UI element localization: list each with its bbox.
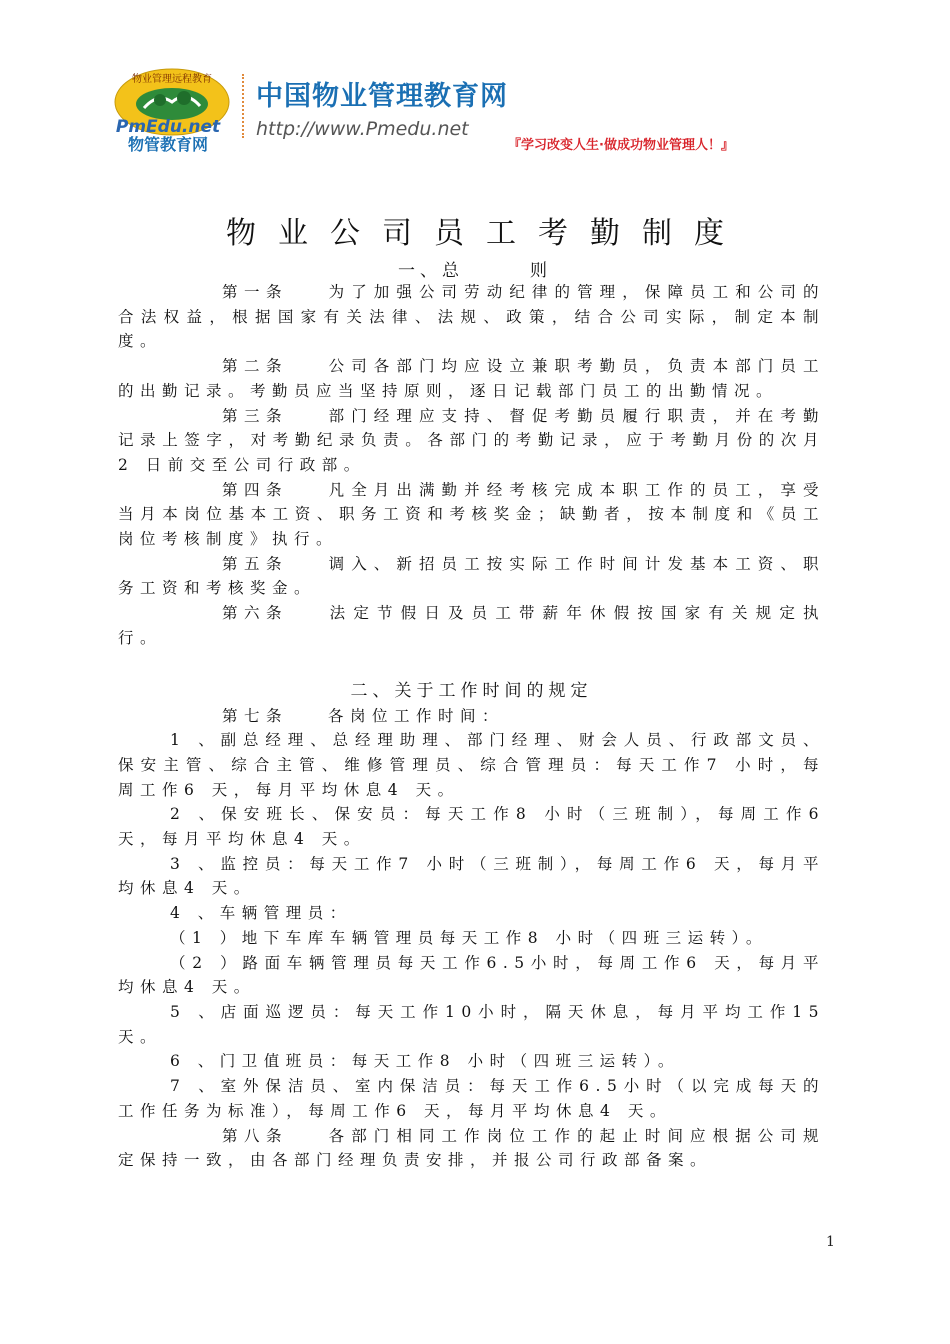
- document-body: [118, 280, 825, 1173]
- article-label: 第五条: [222, 554, 289, 573]
- article-text: 为了加强公司劳动纪律的管理，保障员工和公司的合法权益，根据国家有关法律、法规、政策，结合公司实际，制定本制度。: [118, 283, 825, 351]
- pmedu-logo[interactable]: [110, 66, 236, 152]
- article-8: [118, 1124, 825, 1173]
- list-item: 1 、副总经理、总经理助理、部门经理、财会人员、行政部文员、保安主管、综合主管、维修管理员、综合管理员：每天工作7 小时，每周工作6 天，每月平均休息4 天。: [118, 731, 825, 799]
- list-item: 7 、室外保洁员、室内保洁员：每天工作6.5小时（以完成每天的工作任务为标准），每周工作6 天，每月平均休息4 天。: [118, 1077, 825, 1120]
- page-header: [0, 0, 950, 170]
- article-label: 第三条: [222, 406, 289, 425]
- article-label: 第八条: [222, 1126, 289, 1145]
- article-label: 第二条: [222, 357, 289, 376]
- article-text: 各部门相同工作岗位工作的起止时间应根据公司规定保持一致，由各部门经理负责安排，并报公司行政部备案。: [118, 1126, 825, 1170]
- article-text: 调入、新招员工按实际工作时间计发基本工资、职务工资和考核奖金。: [118, 554, 825, 598]
- article-label: 第一条: [222, 283, 289, 301]
- section-heading-work-hours: 二、关于工作时间的规定: [350, 680, 593, 701]
- article-text: 各岗位工作时间：: [328, 706, 505, 725]
- article-2: [118, 354, 825, 403]
- article-text: 公司各部门均应设立兼职考勤员，负责本部门员工的出勤记录。考勤员应当坚持原则，逐日记载部门员工的出勤情况。: [118, 357, 825, 400]
- article-label: 第六条: [222, 604, 289, 623]
- article-text: 法定节假日及员工带薪年休假按国家有关规定执行。: [118, 604, 825, 647]
- logo-caption: 物管教育网: [127, 135, 209, 152]
- site-title[interactable]: 中国物业管理教育网: [256, 81, 508, 112]
- list-item: 5 、店面巡逻员：每天工作10小时，隔天休息，每月平均工作15天。: [118, 1002, 825, 1046]
- slogan: 『学习改变人生·做成功物业管理人！』: [508, 138, 734, 153]
- page-number: 1: [826, 1234, 835, 1250]
- article-label: 第四条: [222, 480, 289, 499]
- section-spacer: [118, 651, 825, 678]
- list-item: 2 、保安班长、保安员：每天工作8 小时（三班制），每周工作6 天，每月平均休息4 天。: [118, 805, 825, 849]
- article-1: [118, 280, 825, 354]
- logo-brand: PmEdu.net: [115, 117, 221, 137]
- list-item: 4 、车辆管理员：: [170, 904, 352, 923]
- logo-ring-text: 物业管理远程教育: [132, 74, 212, 85]
- article-text: 部门经理应支持、督促考勤员履行职责，并在考勤记录上签字，对考勤纪录负责。各部门的考勤记录，应于考勤月份的次月2 日前交至公司行政部。: [118, 406, 825, 474]
- list-item: （2 ）路面车辆管理员每天工作6.5小时，每周工作6 天，每月平均休息4 天。: [118, 953, 825, 997]
- section-heading-general: 一、总 则: [398, 261, 552, 281]
- list-item: 6 、门卫值班员：每天工作8 小时（四班三运转）。: [170, 1052, 680, 1071]
- article-label: 第七条: [222, 706, 289, 725]
- list-item: 3 、监控员：每天工作7 小时（三班制），每周工作6 天，每月平均休息4 天。: [118, 854, 825, 898]
- article-5: [118, 552, 825, 601]
- site-url-link[interactable]: http://www.Pmedu.net: [256, 118, 469, 140]
- article-6: [118, 601, 825, 650]
- document-title: 物业公司员工考勤制度: [226, 216, 746, 251]
- list-item: （1 ）地下车库车辆管理员每天工作8 小时（四班三运转）。: [170, 928, 768, 947]
- article-4: [118, 478, 825, 552]
- article-3: [118, 404, 825, 478]
- header-divider: [242, 74, 246, 138]
- article-text: 凡全月出满勤并经考核完成本职工作的员工，享受当月本岗位基本工资、职务工资和考核奖金；缺勤者，按本制度和《员工岗位考核制度》执行。: [118, 480, 825, 549]
- article-7: [118, 704, 825, 729]
